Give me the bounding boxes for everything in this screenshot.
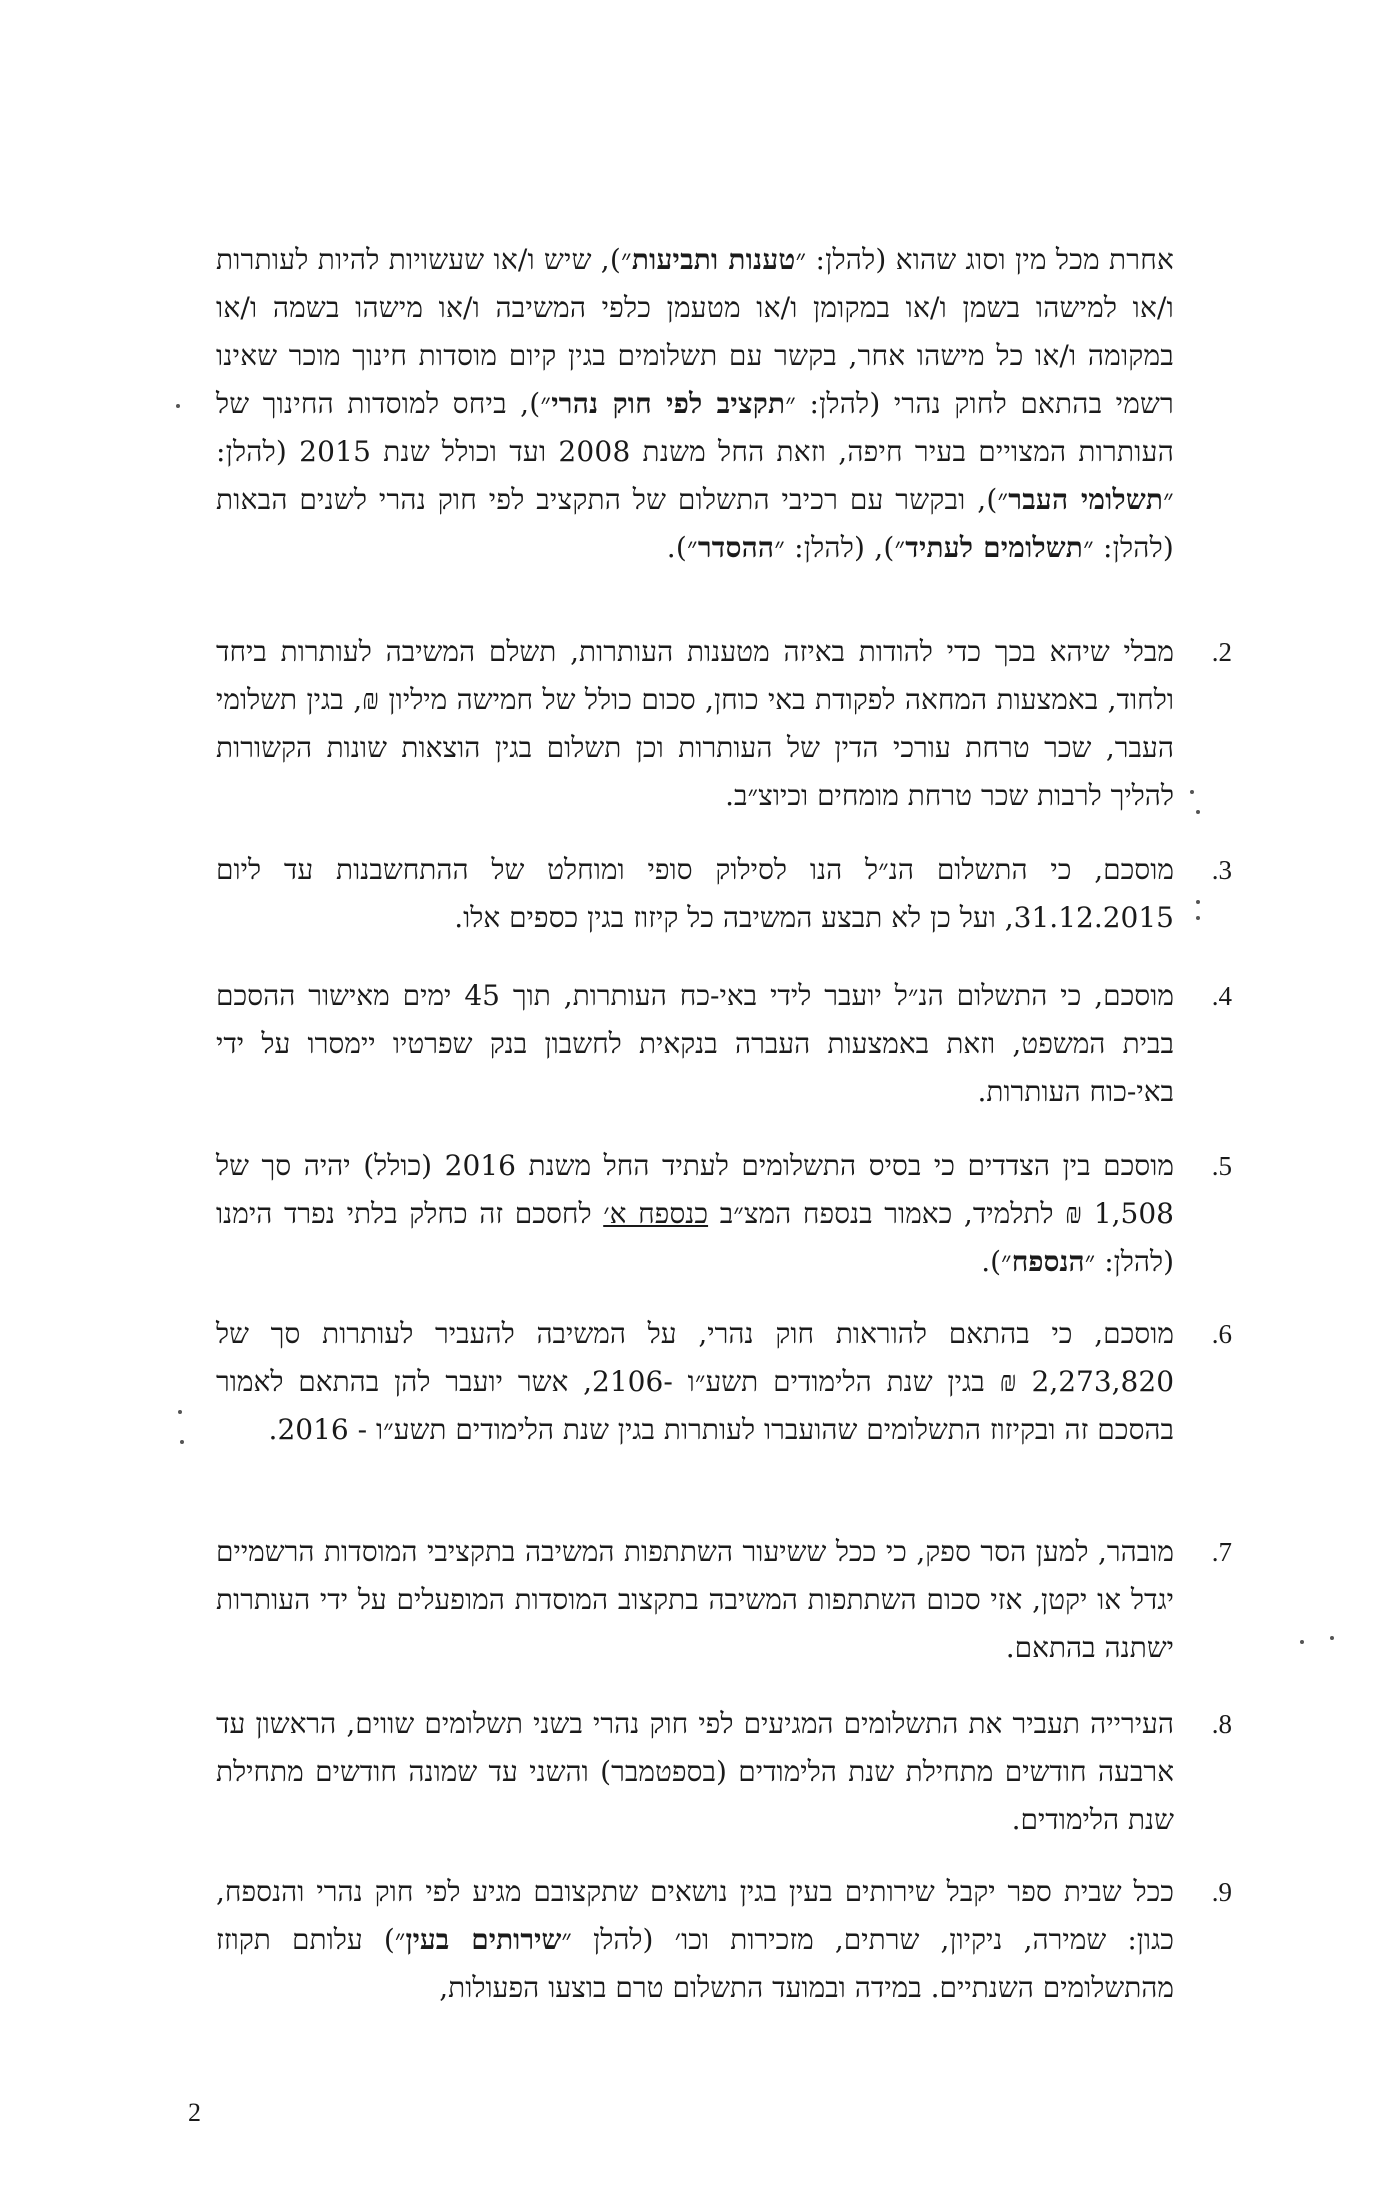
intro-text-part: ״), ביחס למוסדות החינוך של העותרות המצויים בעיר חיפה, וזאת החל משנת 2008 ועד וכולל שנת 2015 (להלן: ״ <box>216 387 1174 516</box>
clause-text-part: ״) עלותם תקוזז מהתשלומים השנתיים. במידה ובמועד התשלום טרם בוצעו הפעולות, <box>216 1923 1174 2004</box>
intro-text-part: ״), שיש ו/או שעשויות להיות לעותרות ו/או למישהו בשמן ו/או במקומן ו/או מטעמן כלפי המשיבה ו/או מישהו בשמה ו/או במקומה ו/או כל מישהו אחר, בקשר עם תשלומים בגין קיום מוסדות חינוך מוכר שאינו רשמי בהתאם לחוק נהרי (להלן: ״ <box>216 243 1175 420</box>
intro-text-part: ״). <box>666 531 698 564</box>
scan-speck <box>1196 810 1200 814</box>
clause-number: .8 <box>1211 1709 1232 1739</box>
clause-number: .6 <box>1211 1319 1232 1349</box>
clause-text: העירייה תעביר את התשלומים המגיעים לפי חוק נהרי בשני תשלומים שווים, הראשון עד ארבעה חודשים מתחילת שנת הלימודים (בספטמבר) והשני עד שמונה חודשים מתחילת שנת הלימודים. <box>216 1707 1174 1836</box>
defined-term-budget: תקציב לפי חוק נהרי <box>551 387 786 420</box>
defined-term-annex: הנספח <box>1011 1245 1085 1278</box>
clause-text <box>216 1868 1174 2012</box>
annex-reference: כנספח א׳ <box>603 1197 709 1230</box>
defined-term-past-payments: תשלומי העבר <box>1008 483 1164 516</box>
defined-term-in-kind-services: שירותים בעין <box>405 1923 562 1956</box>
defined-term-future-payments: תשלומים לעתיד <box>905 531 1084 564</box>
intro-text-part: ״), (להלן: ״ <box>774 531 906 564</box>
clause-text-part: ״). <box>981 1245 1012 1278</box>
scan-speck <box>1196 916 1200 920</box>
clause-text: מבלי שיהא בכך כדי להודות באיזה מטענות העותרות, תשלם המשיבה לעותרות ביחד ולחוד, באמצעות המחאה לפקודת באי כוחן, סכום כולל של חמישה מיליון ₪, בגין תשלומי העבר, שכר טרחת עורכי הדין של העותרות וכן תשלום בגין הוצאות שונות הקשורות להליך לרבות שכר טרחת מומחים וכיוצ״ב. <box>216 635 1174 812</box>
scan-speck <box>1190 790 1194 794</box>
clause-text: מוסכם, כי בהתאם להוראות חוק נהרי, על המשיבה להעביר לעותרות סך של 2,273,820 ₪ בגין שנת הלימודים תשע״ו -2106, אשר יועבר להן בהתאם לאמור בהסכם זה ובקיזוז התשלומים שהועברו לעותרות בגין שנת הלימודים תשע״ו - 2016. <box>216 1317 1175 1446</box>
clause-number: .7 <box>1211 1537 1232 1567</box>
clause-number: .2 <box>1211 637 1232 667</box>
clause-text: מוסכם, כי התשלום הנ״ל יועבר לידי באי-כח העותרות, תוך 45 ימים מאישור ההסכם בבית המשפט, וזאת באמצעות העברה בנקאית לחשבון בנק שפרטיו יימסרו על ידי באי-כוח העותרות. <box>216 979 1175 1108</box>
scan-speck <box>178 1410 182 1414</box>
scan-speck <box>1300 1640 1304 1644</box>
scan-speck <box>176 404 180 408</box>
clause-number: .3 <box>1211 855 1232 885</box>
defined-term-claims: טענות ותביעות <box>631 243 796 276</box>
defined-term-arrangement: ההסדר <box>697 531 775 564</box>
scan-speck <box>180 1440 184 1444</box>
page-number: 2 <box>188 2098 201 2127</box>
clause-number: .5 <box>1211 1151 1232 1181</box>
intro-text-part: אחרת מכל מין וסוג שהוא (להלן: ״ <box>795 243 1174 276</box>
intro-paragraph <box>216 236 1174 572</box>
clause-text-part: ככל שבית ספר יקבל שירותים בעין בגין נושאים שתקצובם מגיע לפי חוק נהרי והנספח, כגון: שמירה, ניקיון, שרתים, מזכירות וכו׳ (להלן ״ <box>216 1875 1174 1956</box>
clause-number: .9 <box>1211 1877 1232 1907</box>
clause-text: מובהר, למען הסר ספק, כי ככל ששיעור השתתפות המשיבה בתקציבי המוסדות הרשמיים יגדל או יקטן, אזי סכום השתתפות המשיבה בתקצוב המוסדות המופעלים על ידי העותרות ישתנה בהתאם. <box>216 1535 1174 1664</box>
clause-text: מוסכם, כי התשלום הנ״ל הנו לסילוק סופי ומוחלט של ההתחשבנות עד ליום 31.12.2015, ועל כן לא תבצע המשיבה כל קיזוז בגין כספים אלו. <box>216 853 1174 934</box>
clause-text-part: לחסכם זה כחלק בלתי נפרד הימנו (להלן: ״ <box>216 1197 1174 1278</box>
clause-text-part: מוסכם בין הצדדים כי בסיס התשלומים לעתיד החל משנת 2016 (כולל) יהיה סך של 1,508 ₪ לתלמיד, כאמור בנספח המצ״ב <box>216 1149 1174 1230</box>
scan-speck <box>1330 1636 1334 1640</box>
clause-number: .4 <box>1211 981 1232 1011</box>
scan-speck <box>1196 900 1200 904</box>
intro-text-part: ״), ובקשר עם רכיבי התשלום של התקציב לפי חוק נהרי לשנים הבאות (להלן: ״ <box>216 483 1174 564</box>
clause-text <box>216 1142 1174 1286</box>
